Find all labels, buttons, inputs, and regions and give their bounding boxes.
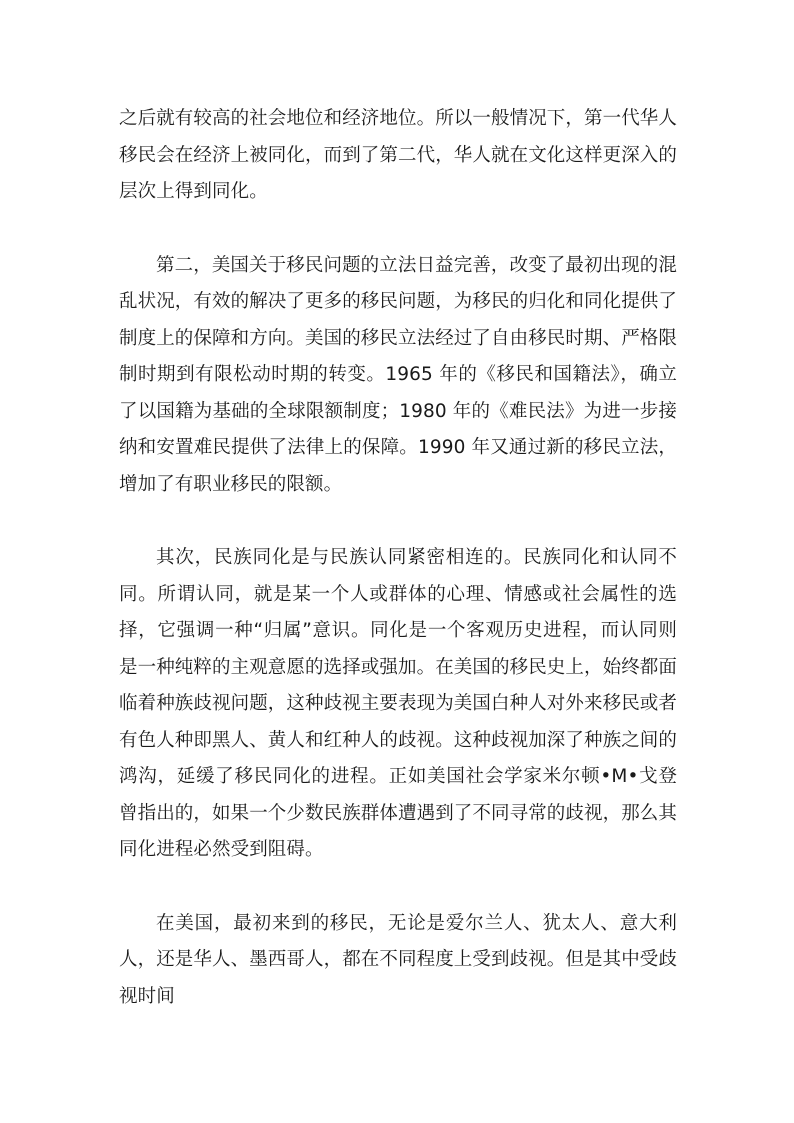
paragraph-3: 其次，民族同化是与民族认同紧密相连的。民族同化和认同不同。所谓认同，就是某一个人或群体的心理、情感或社会属性的选择，它强调一种“归属”意识。同化是一个客观历史进程，而认同则是一种纯粹的主观意愿的选择或强加。在美国的移民史上，始终都面临着种族歧视问题，这种歧视主要表现为美国白种人对外来移民或者有色人种即黑人、黄人和红种人的歧视。这种歧视加深了种族之间的鸿沟，延缓了移民同化的进程。正如美国社会学家米尔顿•M•戈登曾指出的，如果一个少数民族群体遭遇到了不同寻常的歧视，那么其同化进程必然受到阻碍。 xyxy=(119,547,678,860)
document-body xyxy=(119,101,677,1015)
paragraph-4: 在美国，最初来到的移民，无论是爱尔兰人、犹太人、意大利人，还是华人、墨西哥人，都在不同程度上受到歧视。但是其中受歧视时间 xyxy=(119,912,678,1007)
paragraph-2: 第二，美国关于移民问题的立法日益完善，改变了最初出现的混乱状况，有效的解决了更多的移民问题，为移民的归化和同化提供了制度上的保障和方向。美国的移民立法经过了自由移民时期、严格限制时期到有限松动时期的转变。1965 年的《移民和国籍法》，确立了以国籍为基础的全球限额制度；1980 年的《难民法》为进一步接纳和安置难民提供了法律上的保障。1990 年又通过新的移民立法，增加了有职业移民的限额。 xyxy=(119,254,678,495)
paragraph-1: 之后就有较高的社会地位和经济地位。所以一般情况下，第一代华人移民会在经济上被同化，而到了第二代，华人就在文化这样更深入的层次上得到同化。 xyxy=(119,108,678,202)
